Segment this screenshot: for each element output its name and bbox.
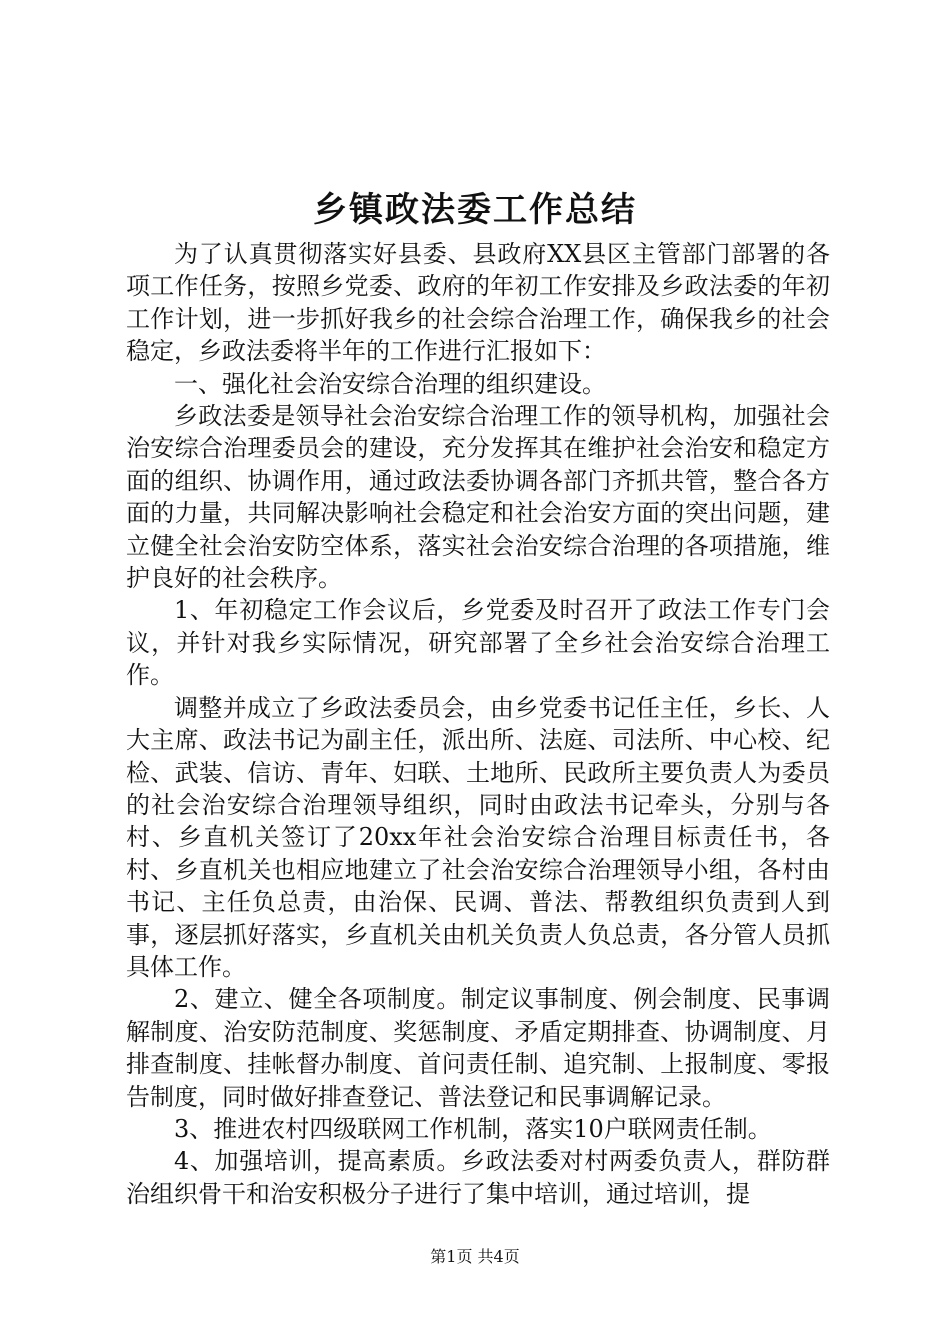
paragraph-item-1: 1、年初稳定工作会议后，乡党委及时召开了政法工作专门会议，并针对我乡实际情况，研究部署了全乡社会治安综合治理工作。 xyxy=(126,596,830,690)
section-heading-1: 一、强化社会治安综合治理的组织建设。 xyxy=(174,369,606,398)
paragraph-item-4: 4、加强培训，提高素质。乡政法委对村两委负责人，群防群治组织骨干和治安积极分子进行了集中培训，通过培训，提 xyxy=(126,1147,830,1208)
paragraph-committee: 调整并成立了乡政法委员会，由乡党委书记任主任，乡长、人大主席、政法书记为副主任，派出所、法庭、司法所、中心校、纪检、武装、信访、青年、妇联、土地所、民政所主要负责人为委员的社会治安综合治理领导组织，同时由政法书记牵头，分别与各村、乡直机关签订了20xx年社会治安综合治理目标责任书，各村、乡直机关也相应地建立了社会治安综合治理领导小组，各村由书记、主任负总责，由治保、民调、普法、帮教组织负责到人到事，逐层抓好落实，乡直机关由机关负责人负总责，各分管人员抓具体工作。 xyxy=(126,693,830,981)
paragraph-section-1: 乡政法委是领导社会治安综合治理工作的领导机构，加强社会治安综合治理委员会的建设，充分发挥其在维护社会治安和稳定方面的组织、协调作用，通过政法委协调各部门齐抓共管，整合各方面的力量，共同解决影响社会稳定和社会治安方面的突出问题，建立健全社会治安防空体系，落实社会治安综合治理的各项措施，维护良好的社会秩序。 xyxy=(126,402,830,593)
paragraph-item-3: 3、推进农村四级联网工作机制，落实10户联网责任制。 xyxy=(174,1114,772,1143)
document-body xyxy=(126,238,830,1210)
paragraph-item-2: 2、建立、健全各项制度。制定议事制度、例会制度、民事调解制度、治安防范制度、奖惩制度、矛盾定期排查、协调制度、月排查制度、挂帐督办制度、首问责任制、追究制、上报制度、零报告制度，同时做好排查登记、普法登记和民事调解记录。 xyxy=(126,985,830,1111)
document-title: 乡镇政法委工作总结 xyxy=(313,190,637,230)
paragraph-intro: 为了认真贯彻落实好县委、县政府XX县区主管部门部署的各项工作任务，按照乡党委、政府的年初工作安排及乡政法委的年初工作计划，进一步抓好我乡的社会综合治理工作，确保我乡的社会稳定，乡政法委将半年的工作进行汇报如下： xyxy=(126,240,830,366)
page-number-footer: 第1页 共4页 xyxy=(430,1247,520,1266)
